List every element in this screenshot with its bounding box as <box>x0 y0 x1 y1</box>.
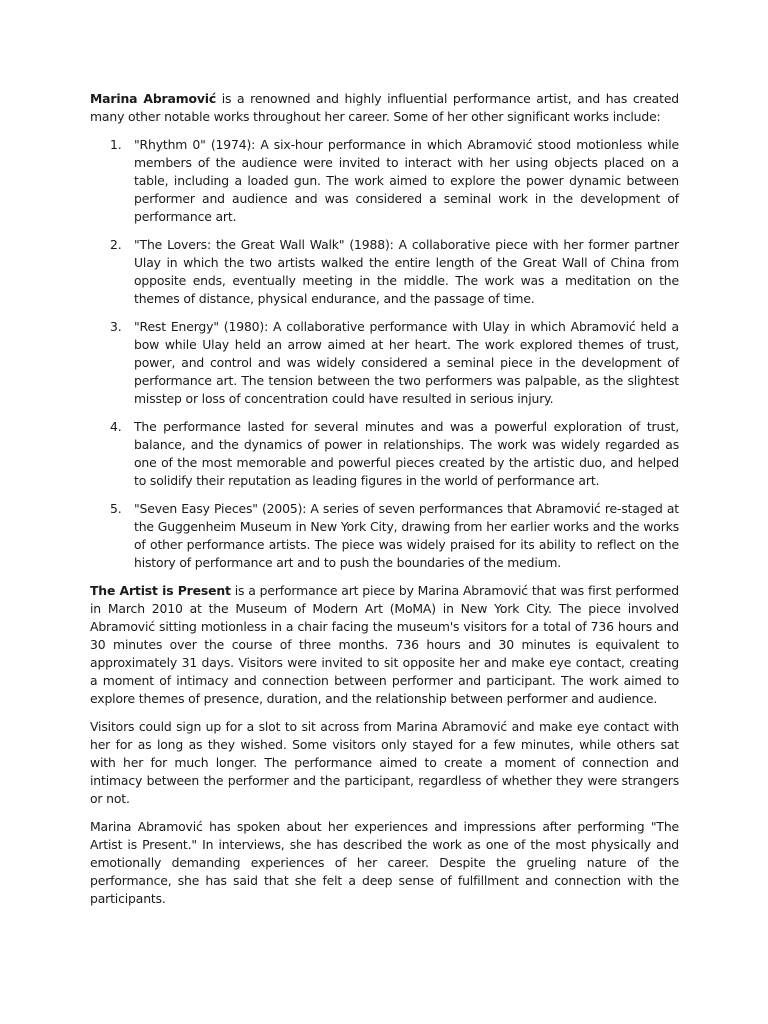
list-item-number: 4. <box>110 419 122 434</box>
list-item-text: The performance lasted for several minutes and was a powerful exploration of trust, balance, and the dynamics of power in relationships. The work was widely regarded as one of the most memorable and powerful pieces created by the artistic duo, and helped to solidify their reputation as leading figures in the world of performance art. <box>134 419 679 488</box>
experiences-paragraph: Marina Abramović has spoken about her experiences and impressions after performing "The Artist is Present." In interviews, she has described the work as one of the most physically and emotionally demanding experiences of her career. Despite the grueling nature of the performance, she has said that she felt a deep sense of fulfillment and connection with the participants. <box>90 819 679 906</box>
list-item-number: 3. <box>110 319 122 334</box>
list-item <box>90 318 679 408</box>
artist-is-present-paragraph <box>90 582 679 708</box>
intro-text: is a renowned and highly influential performance artist, and has created many other notable works throughout her career. Some of her other significant works include: <box>90 91 680 124</box>
works-list <box>90 136 679 572</box>
list-item <box>90 236 679 308</box>
list-item-text: "Rest Energy" (1980): A collaborative performance with Ulay in which Abramović held a bow while Ulay held an arrow aimed at her heart. The work explored themes of trust, power, and control and was widely considered a seminal piece in the development of performance art. The tension between the two performers was palpable, as the slightest misstep or loss of concentration could have resulted in serious injury. <box>134 319 679 406</box>
list-item-number: 2. <box>110 237 122 252</box>
artist-is-present-title: The Artist is Present <box>90 583 231 598</box>
list-item-text: "The Lovers: the Great Wall Walk" (1988): A collaborative piece with her former partner Ulay in which the two artists walked the entire length of the Great Wall of China from opposite ends, eventually meeting in the middle. The work was a meditation on the themes of distance, physical endurance, and the passage of time. <box>134 237 679 306</box>
document-page <box>90 90 679 918</box>
visitors-paragraph: Visitors could sign up for a slot to sit across from Marina Abramović and make eye contact with her for as long as they wished. Some visitors only stayed for a few minutes, while others sat with her for much longer. The performance aimed to create a moment of connection and intimacy between the performer and the participant, regardless of whether they were strangers or not. <box>90 719 679 806</box>
list-item-number: 5. <box>110 501 122 516</box>
list-item <box>90 136 679 226</box>
list-item-text: "Seven Easy Pieces" (2005): A series of seven performances that Abramović re-staged at the Guggenheim Museum in New York City, drawing from her earlier works and the works of other performance artists. The piece was widely praised for its ability to reflect on the history of performance art and to push the boundaries of the medium. <box>134 501 679 570</box>
artist-is-present-text: is a performance art piece by Marina Abramović that was first performed in March 2010 at the Museum of Modern Art (MoMA) in New York City. The piece involved Abramović sitting motionless in a chair facing the museum's visitors for a total of 736 hours and 30 minutes over the course of three months. 736 hours and 30 minutes is equivalent to approximately 31 days. Visitors were invited to sit opposite her and make eye contact, creating a moment of intimacy and connection between performer and participant. The work aimed to explore themes of presence, duration, and the relationship between performer and audience. <box>90 583 679 706</box>
list-item-number: 1. <box>110 137 122 152</box>
artist-name: Marina Abramović <box>90 91 217 106</box>
list-item <box>90 418 679 490</box>
intro-paragraph <box>90 90 679 126</box>
list-item-text: "Rhythm 0" (1974): A six-hour performance in which Abramović stood motionless while members of the audience were invited to interact with her using objects placed on a table, including a loaded gun. The work aimed to explore the power dynamic between performer and audience and was considered a seminal work in the development of performance art. <box>134 137 679 224</box>
list-item <box>90 500 679 572</box>
